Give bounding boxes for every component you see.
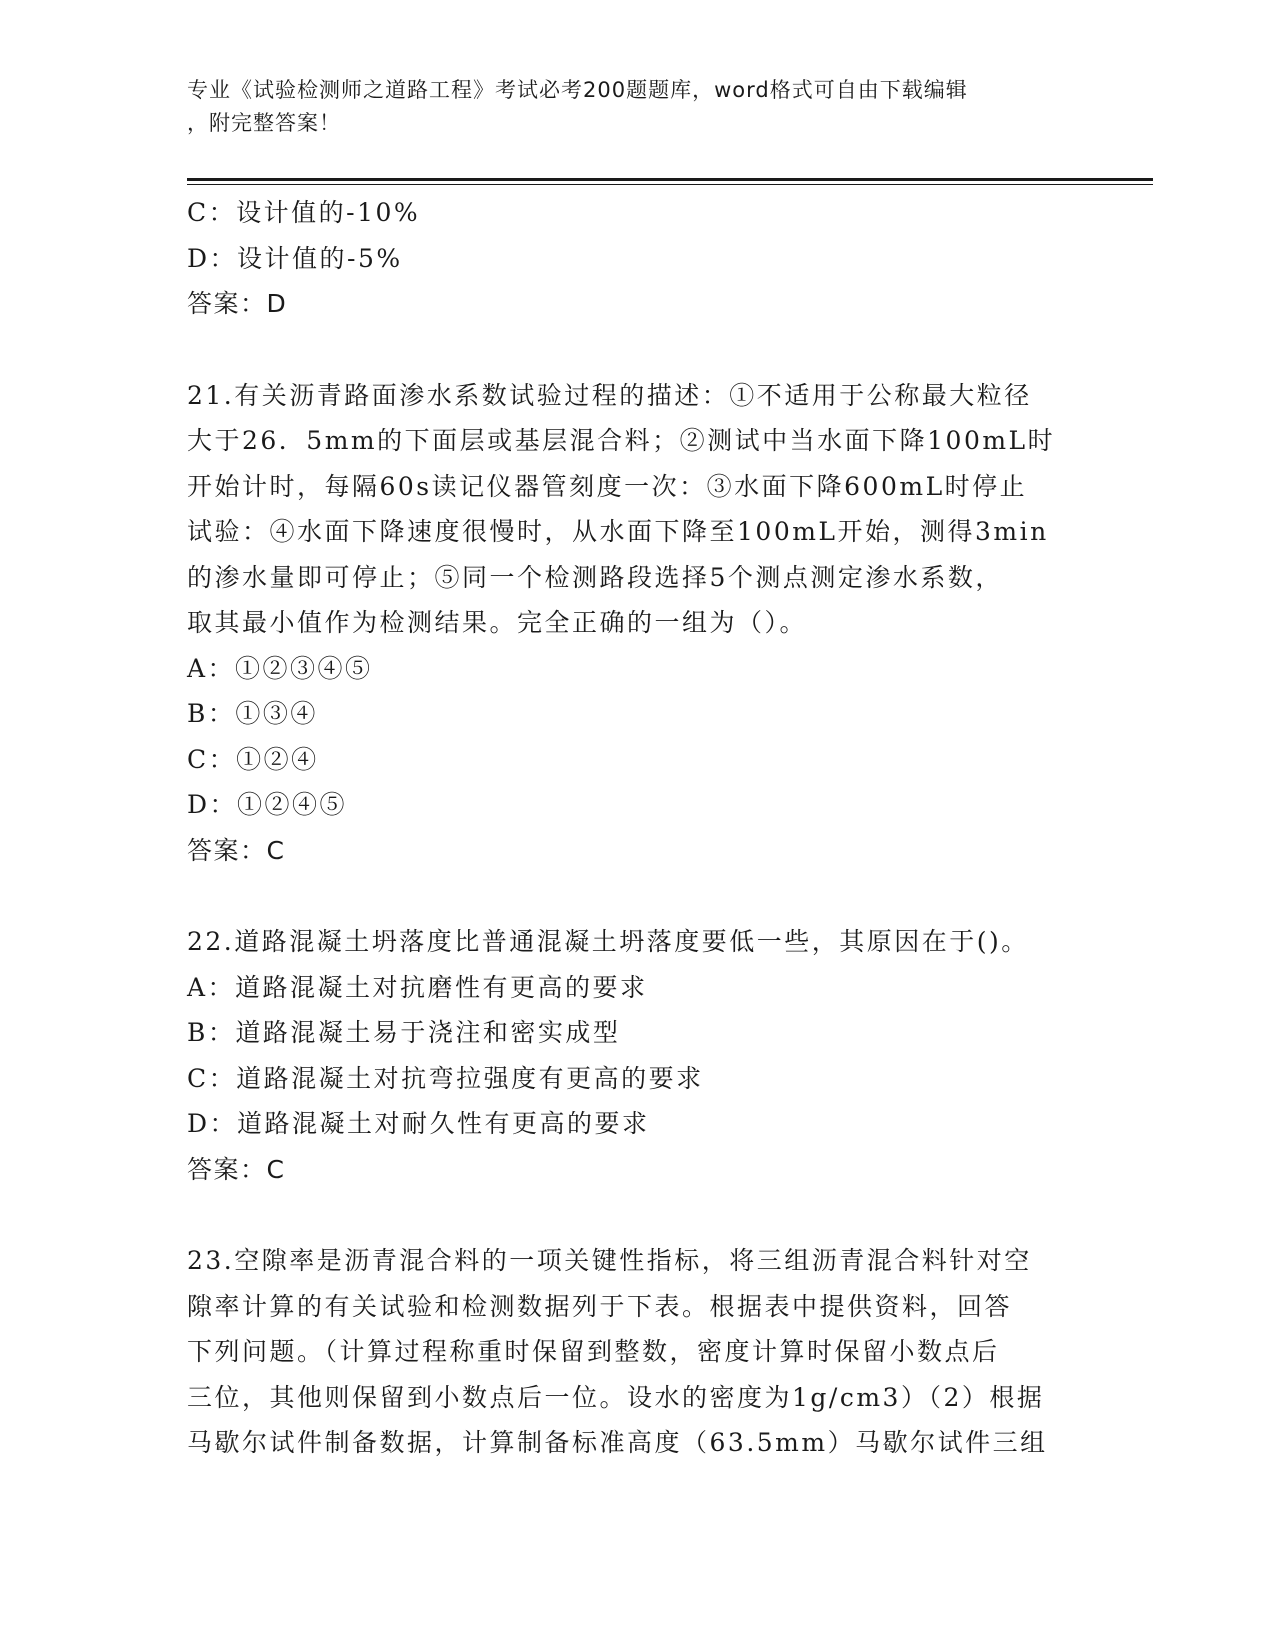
q21-stem-line-3: 开始计时，每隔60s读记仪器管刻度一次：③水面下降600mL时停止 — [187, 471, 1028, 501]
q22-stem: 22.道路混凝土坍落度比普通混凝土坍落度要低一些，其原因在于()。 — [187, 927, 1029, 956]
q21-option-c: C：①②④ — [187, 744, 319, 774]
header-line-1: 专业《试验检测师之道路工程》考试必考200题题库，word格式可自由下载编辑 — [187, 78, 968, 102]
q20-answer: 答案：D — [187, 289, 288, 318]
q21-stem-line-5: 的渗水量即可停止；⑤同一个检测路段选择5个测点测定渗水系数， — [187, 562, 1003, 592]
q20-option-c: C：设计值的-10% — [187, 198, 421, 227]
q21-stem-line-4: 试验：④水面下降速度很慢时，从水面下降至100mL开始，测得3min — [187, 517, 1049, 546]
q23-stem-line-3: 下列问题。（计算过程称重时保留到整数，密度计算时保留小数点后 — [187, 1337, 1000, 1366]
q22-option-c: C：道路混凝土对抗弯拉强度有更高的要求 — [187, 1063, 704, 1093]
q23-stem-line-4: 三位，其他则保留到小数点后一位。设水的密度为1g/cm3）（2）根据 — [187, 1382, 1045, 1412]
document-body — [187, 190, 1087, 1466]
q21-option-b: B：①③④ — [187, 699, 318, 728]
q22-answer: 答案：C — [187, 1154, 286, 1184]
q22-option-a: A：道路混凝土对抗磨性有更高的要求 — [187, 972, 648, 1002]
q22-option-d: D：道路混凝土对耐久性有更高的要求 — [187, 1109, 650, 1138]
q20-option-d: D：设计值的-5% — [187, 243, 403, 273]
q22-option-b: B：道路混凝土易于浇注和密实成型 — [187, 1018, 621, 1047]
q21-stem-line-6: 取其最小值作为检测结果。完全正确的一组为（）。 — [187, 608, 808, 637]
q21-stem-line-2: 大于26．5mm的下面层或基层混合料；②测试中当水面下降100mL时 — [187, 426, 1056, 455]
q21-stem-line-1: 21.有关沥青路面渗水系数试验过程的描述：①不适用于公称最大粒径 — [187, 380, 1032, 410]
header-divider-thin — [187, 184, 1153, 185]
q23-stem-line-2: 隙率计算的有关试验和检测数据列于下表。根据表中提供资料，回答 — [187, 1291, 1013, 1321]
q23-stem-line-5: 马歇尔试件制备数据，计算制备标准高度（63.5mm）马歇尔试件三组 — [187, 1428, 1048, 1457]
q21-answer: 答案：C — [187, 835, 286, 865]
document-header — [187, 74, 1067, 140]
q21-option-a: A：①②③④⑤ — [187, 653, 373, 683]
header-divider-thick — [187, 178, 1153, 181]
q21-option-d: D：①②④⑤ — [187, 790, 348, 819]
q23-stem-line-1: 23.空隙率是沥青混合料的一项关键性指标，将三组沥青混合料针对空 — [187, 1246, 1032, 1275]
header-line-2: ，附完整答案！ — [187, 111, 341, 135]
